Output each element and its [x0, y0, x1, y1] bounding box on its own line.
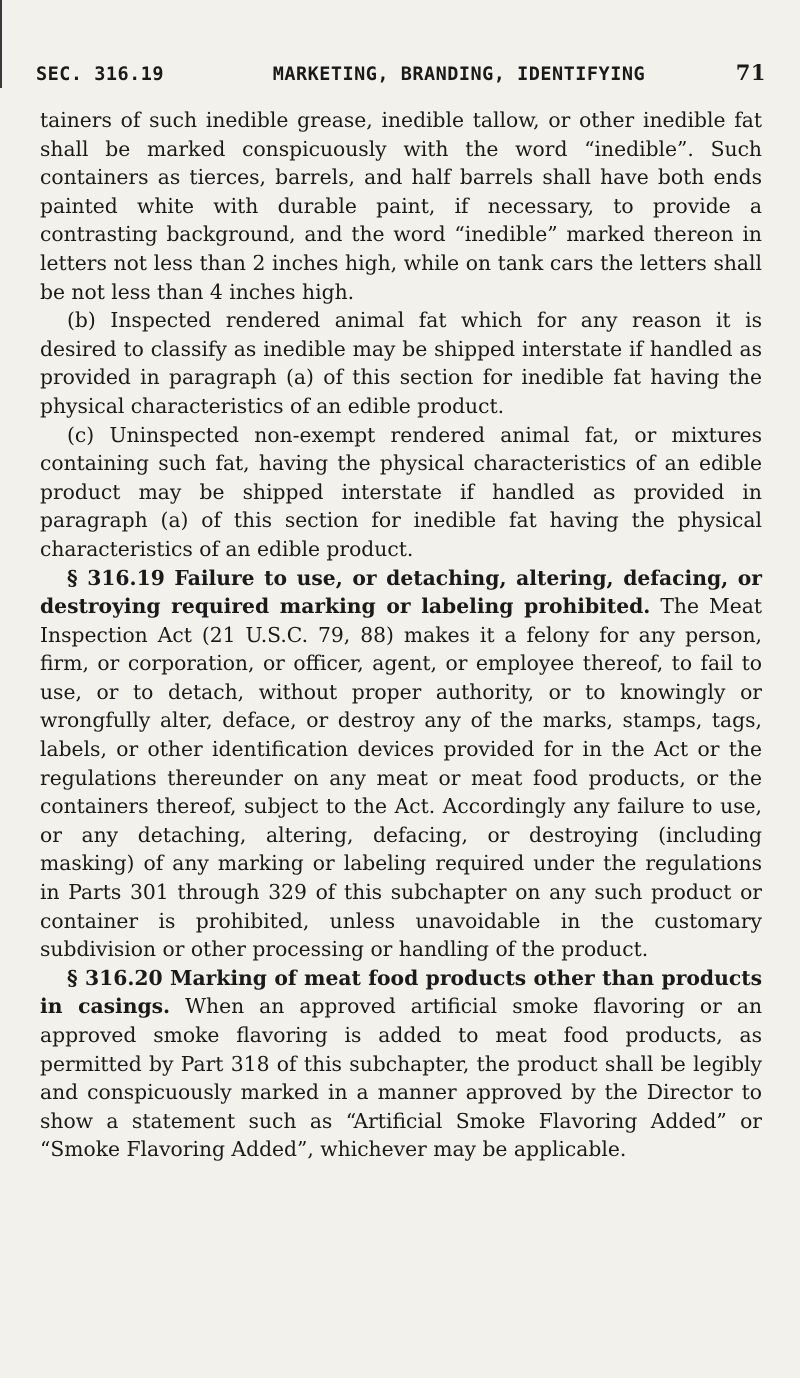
section-316-19 — [40, 564, 762, 964]
page-number: 71 — [735, 60, 766, 85]
document-body — [40, 106, 762, 1164]
section-316-19-text: The Meat Inspection Act (21 U.S.C. 79, 88) makes it a felony for any person, firm, or corporation, or officer, agent, or employee thereof, to fail to use, or to detach, without proper authority, or to knowingly or wrongfully alter, deface, or destroy any of the marks, stamps, tags, labels, or other identification devices provided for in the Act or the regulations thereunder on any meat or meat food products, or the containers thereof, subject to the Act. Accordingly any failure to use, or any detaching, altering, defacing, or destroying (including masking) of any marking or labeling required under the regulations in Parts 301 through 329 of this subchapter on any such product or container is prohibited, unless unavoidable in the customary subdivision or other processing or handling of the product. — [40, 594, 762, 962]
page-edge-line — [0, 0, 2, 88]
running-header — [36, 60, 766, 86]
section-316-20-heading: § 316.20 Marking of meat food products other than products in casings. — [40, 965, 762, 1019]
header-section-number: SEC. 316.19 — [36, 64, 165, 85]
section-316-20-text: When an approved artificial smoke flavoring or an approved smoke flavoring is added to meat food products, as permitted by Part 318 of this subchapter, the product shall be legibly and conspicuously marked in a manner approved by the Director to show a statement such as “Artificial Smoke Flavoring Added” or “Smoke Flavoring Added”, whichever may be applicable. — [40, 994, 763, 1162]
paragraph-c: (c) Uninspected non-exempt rendered animal fat, or mixtures containing such fat, having the physical characteristics of an edible product may be shipped interstate if handled as provided in paragraph (a) of this section for inedible fat having the physical characteristics of an edible product. — [40, 422, 762, 561]
paragraph-b: (b) Inspected rendered animal fat which for any reason it is desired to classify as inedible may be shipped interstate if handled as provided in paragraph (a) of this section for inedible fat having the physical characteristics of an edible product. — [40, 308, 762, 418]
section-316-19-heading: § 316.19 Failure to use, or detaching, altering, defacing, or destroying required marking or labeling prohibited. — [40, 565, 762, 619]
section-316-20 — [40, 964, 762, 1164]
header-title: MARKETING, BRANDING, IDENTIFYING — [272, 64, 646, 85]
paragraph-continued: tainers of such inedible grease, inedible tallow, or other inedible fat shall be marked conspicuously with the word “inedible”. Such containers as tierces, barrels, and half barrels shall have both ends painted white with durable paint, if necessary, to provide a contrasting background, and the word “inedible” marked thereon in letters not less than 2 inches high, while on tank cars the letters shall be not less than 4 inches high. — [40, 108, 762, 304]
